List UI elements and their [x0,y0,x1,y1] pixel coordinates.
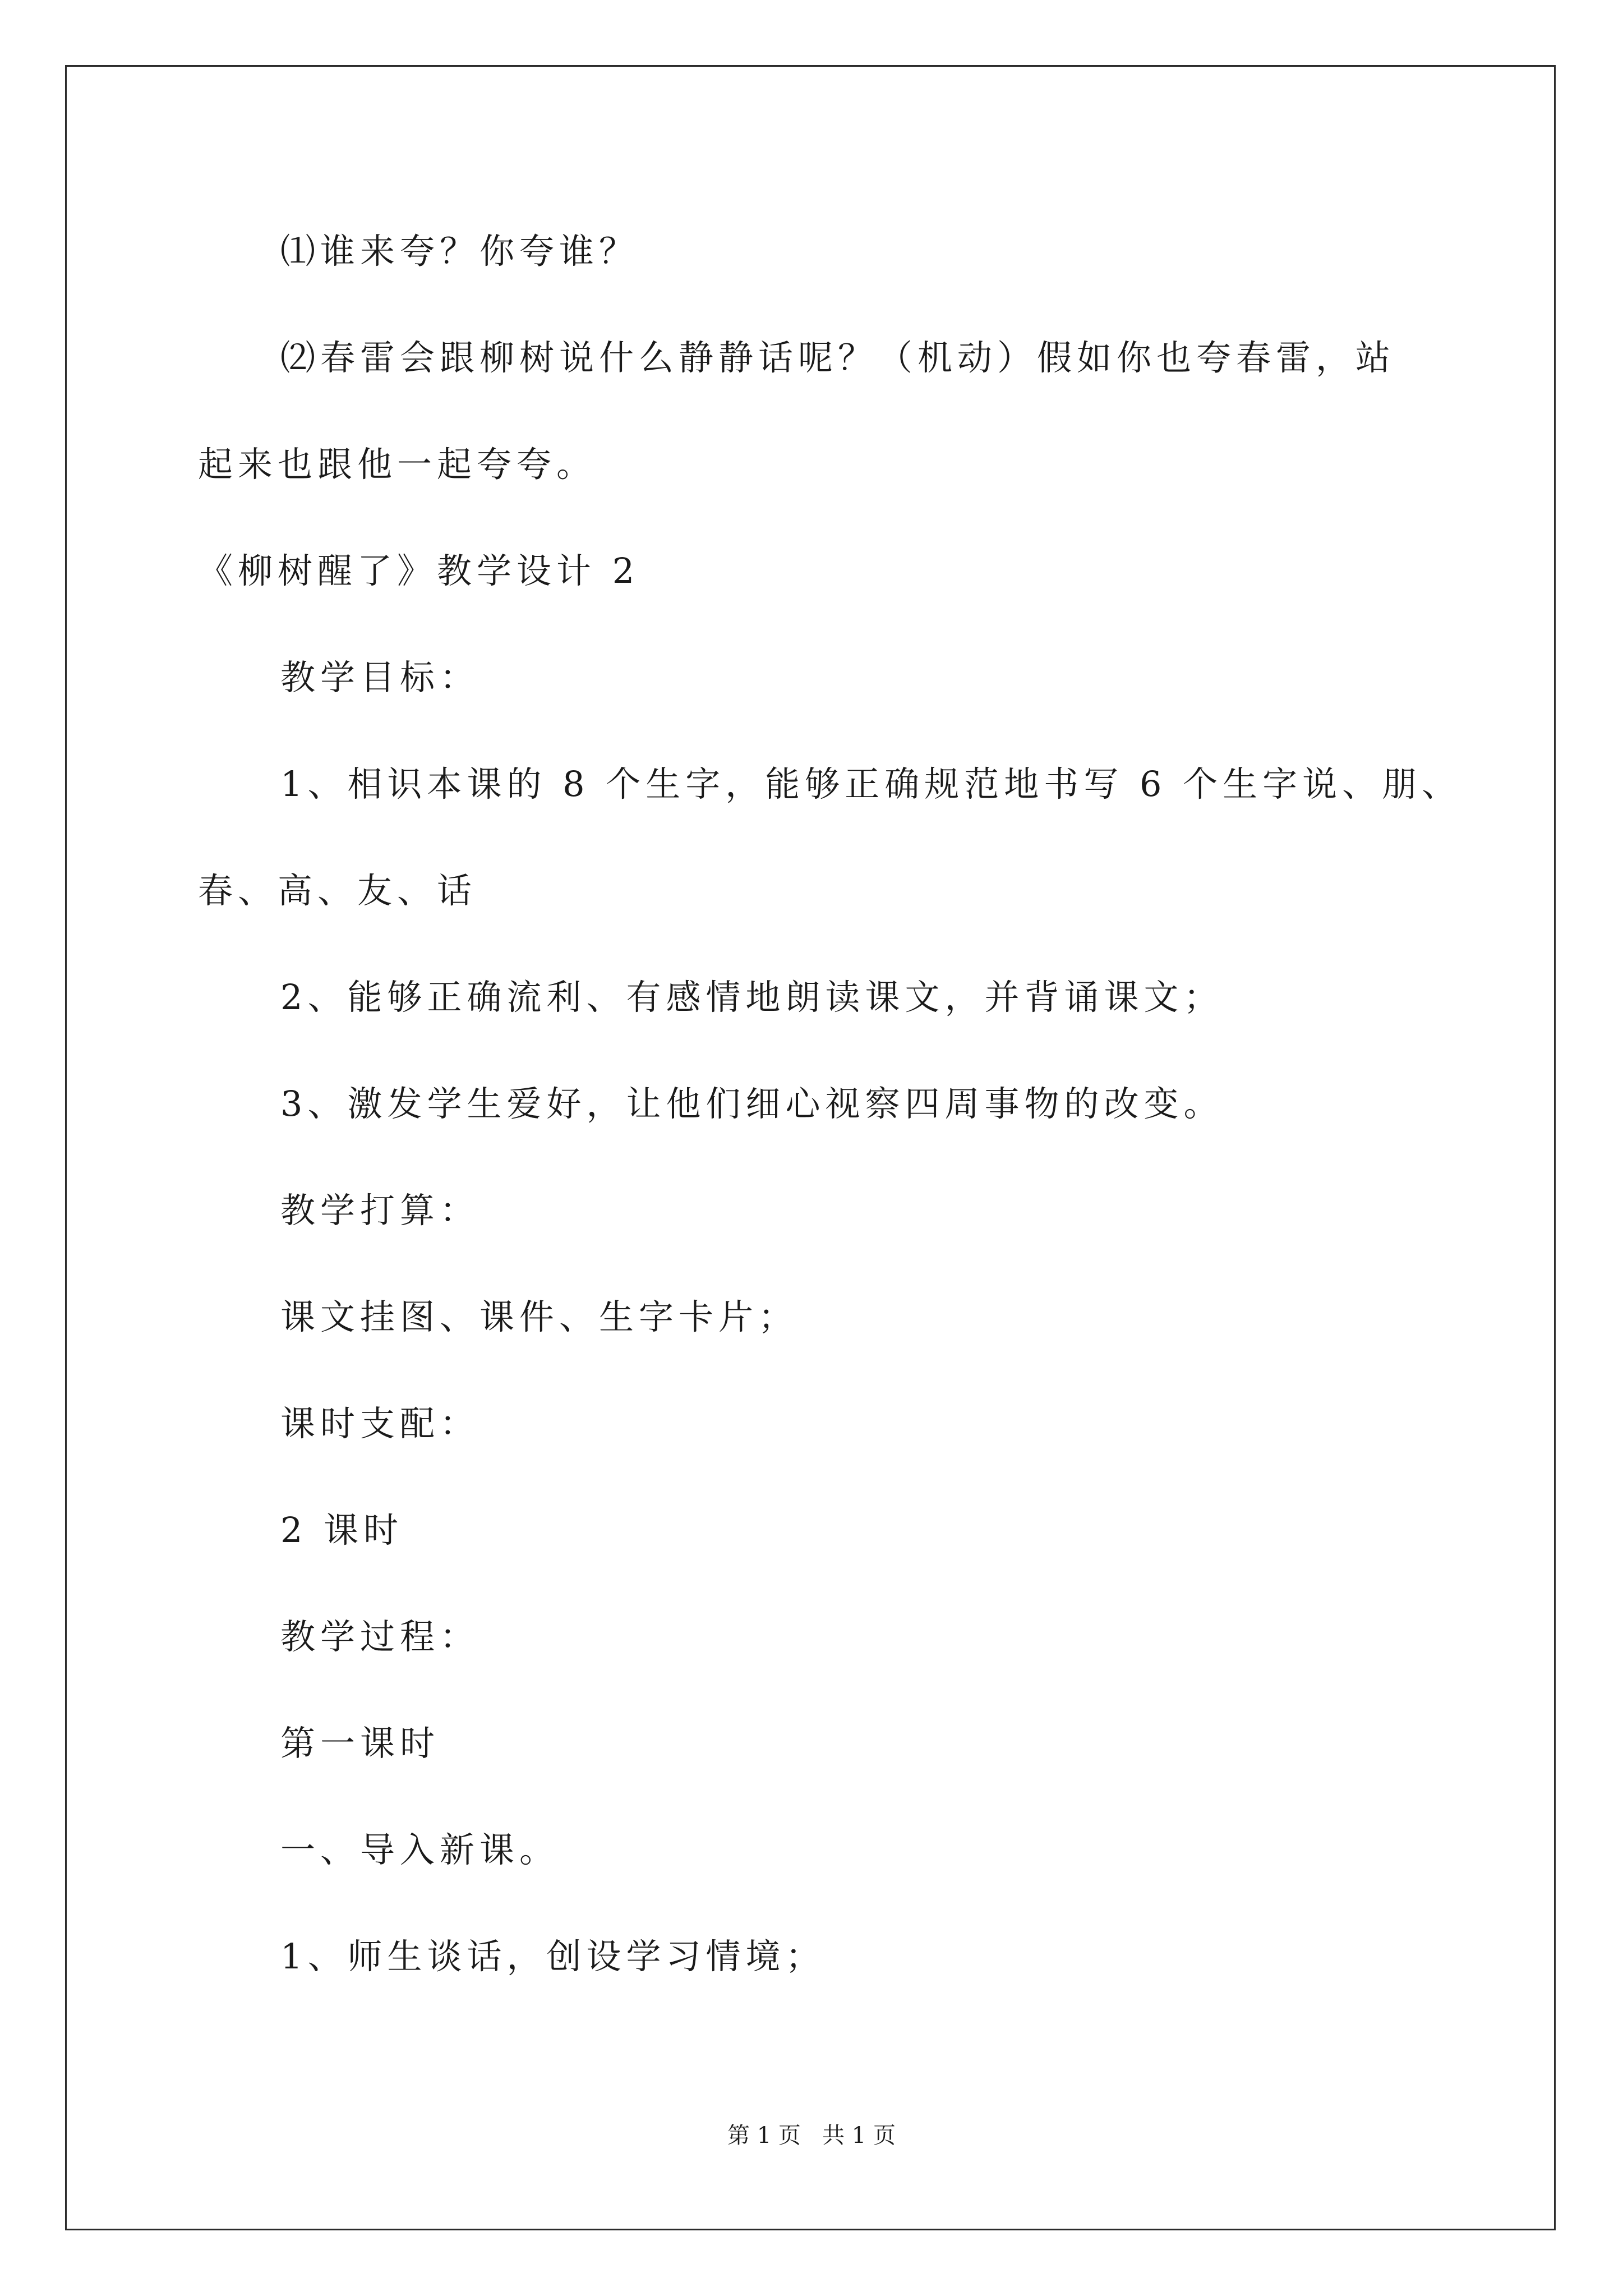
paragraph-line: 起来也跟他一起夸夸。 [198,444,597,485]
paragraph-line: 课时支配： [280,1403,480,1444]
paragraph-line: ⑴谁来夸？你夸谁？ [280,231,639,272]
paragraph-line: 教学目标： [280,657,480,698]
paragraph-line: 一、导入新课。 [280,1829,560,1870]
paragraph-line: 第一课时 [280,1723,440,1764]
paragraph-line: 教学过程： [280,1616,480,1657]
page-footer: 第 1 页 共 1 页 [727,2123,896,2148]
paragraph-line: 课文挂图、课件、生字卡片； [280,1296,799,1337]
paragraph-line: 3、激发学生爱好，让他们细心视察四周事物的改变。 [280,1083,1224,1124]
section-heading: 《柳树醒了》教学设计 2 [198,550,640,591]
paragraph-line: 2 课时 [280,1510,404,1550]
paragraph-line: ⑵春雷会跟柳树说什么静静话呢？（机动）假如你也夸春雷，站 [280,337,1396,378]
paragraph-line: 春、高、友、话 [198,870,477,911]
paragraph-line: 1、相识本课的 8 个生字，能够正确规范地书写 6 个生字说、朋、 [280,763,1462,804]
paragraph-line: 教学打算： [280,1190,480,1231]
paragraph-line: 1、师生谈话，创设学习情境； [280,1936,826,1977]
paragraph-line: 2、能够正确流利、有感情地朗读课文，并背诵课文； [280,977,1224,1018]
